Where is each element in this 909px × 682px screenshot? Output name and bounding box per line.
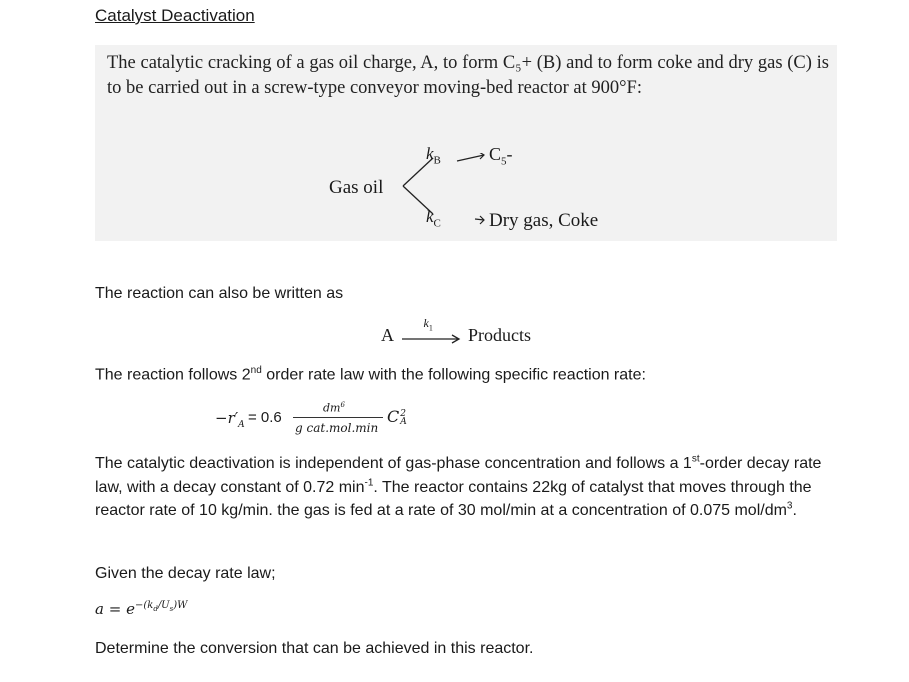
deact-text-4: . bbox=[792, 502, 797, 519]
product-dry-gas-coke: Dry gas, Coke bbox=[489, 210, 599, 231]
conc-symbol: C bbox=[387, 407, 400, 426]
rate-equals: = 0.6 bbox=[248, 409, 282, 426]
kc-symbol: k bbox=[426, 207, 434, 226]
k1-subscript: 1 bbox=[428, 323, 433, 333]
c5-suffix: - bbox=[506, 144, 513, 164]
kb-symbol: k bbox=[426, 144, 434, 163]
rate-lhs-symbol: −r′ bbox=[215, 409, 239, 427]
deact-sup-1: st bbox=[691, 453, 700, 465]
problem-statement bbox=[107, 51, 829, 101]
rate-constant-kb bbox=[426, 144, 441, 166]
page-title: Catalyst Deactivation bbox=[95, 6, 255, 25]
decay-equation bbox=[95, 600, 187, 618]
reactant-gas-oil: Gas oil bbox=[329, 177, 384, 198]
rate-constant-kc bbox=[426, 207, 441, 229]
reaction-equation bbox=[381, 315, 532, 346]
decay-exp-3: )W bbox=[173, 600, 188, 611]
conc-sub: A bbox=[400, 416, 407, 427]
decay-exponent bbox=[135, 600, 187, 611]
decay-exp-sub-1: d bbox=[153, 605, 158, 613]
conc-sup: 2 bbox=[400, 408, 406, 419]
paragraph-given: Given the decay rate law; bbox=[95, 565, 276, 582]
conc-scripts bbox=[400, 410, 407, 426]
rate-concentration bbox=[387, 407, 407, 426]
reaction-arrow bbox=[398, 315, 464, 346]
kc-subscript: C bbox=[433, 217, 441, 230]
deact-sup-3: 3 bbox=[786, 500, 793, 512]
c5-symbol: C bbox=[489, 144, 502, 164]
decay-exp-1: −(k bbox=[134, 600, 154, 611]
deact-text-1: The catalytic deactivation is independent of gas-phase concentration and follows a 1 bbox=[95, 455, 692, 472]
product-c5 bbox=[489, 144, 513, 168]
rate-lhs-subscript: A bbox=[238, 420, 245, 430]
numerator-sup: 6 bbox=[340, 401, 345, 409]
reaction-rate-constant bbox=[424, 316, 433, 332]
decay-lhs: a bbox=[95, 600, 104, 618]
rate-law-suffix: order rate law with the following specific reaction rate: bbox=[261, 366, 646, 384]
reaction-product: Products bbox=[468, 325, 532, 345]
decay-equals: = bbox=[108, 600, 122, 618]
fraction-bar bbox=[293, 417, 383, 418]
paragraph-rate-law bbox=[95, 365, 646, 384]
rate-law-prefix: The reaction follows 2 bbox=[95, 366, 251, 384]
problem-figure bbox=[95, 45, 837, 241]
deact-sup-2: -1 bbox=[364, 477, 374, 489]
deact-text-3: . The reactor contains 22kg of catalyst that moves through the reactor rate of 10 kg/min. the gas is fed at a rate of 30 mol/min at a concentration of 0.075 mol/dm bbox=[95, 478, 812, 519]
kb-subscript: B bbox=[433, 154, 441, 167]
numerator-dm: dm bbox=[323, 401, 341, 415]
rate-denominator: g cat.mol.min bbox=[295, 421, 379, 435]
c5-subscript: 5 bbox=[501, 155, 507, 168]
decay-exp-sub-2: s bbox=[169, 605, 174, 613]
deact-text-2: -order decay rate law, with a decay constant of 0.72 min bbox=[95, 455, 822, 496]
paragraph-task: Determine the conversion that can be achieved in this reactor. bbox=[95, 640, 534, 657]
k1-symbol: k bbox=[423, 315, 429, 330]
rate-lhs bbox=[215, 409, 245, 430]
rate-numerator bbox=[323, 401, 345, 415]
decay-exp-2: /U bbox=[157, 600, 170, 611]
reaction-reactant: A bbox=[381, 325, 394, 345]
problem-text: The catalytic cracking of a gas oil charge, A, to form C₅+ (B) and to form coke and dry gas (C) is to be carried out in a screw-type conveyor moving-bed reactor at 900°F: bbox=[107, 53, 829, 98]
rate-law-sup: nd bbox=[250, 365, 262, 376]
paragraph-deactivation bbox=[95, 452, 840, 523]
paragraph-alternate-form: The reaction can also be written as bbox=[95, 285, 344, 302]
reaction-arrow-icon bbox=[398, 332, 464, 344]
rate-equation bbox=[215, 403, 475, 439]
decay-base: e bbox=[126, 600, 135, 618]
